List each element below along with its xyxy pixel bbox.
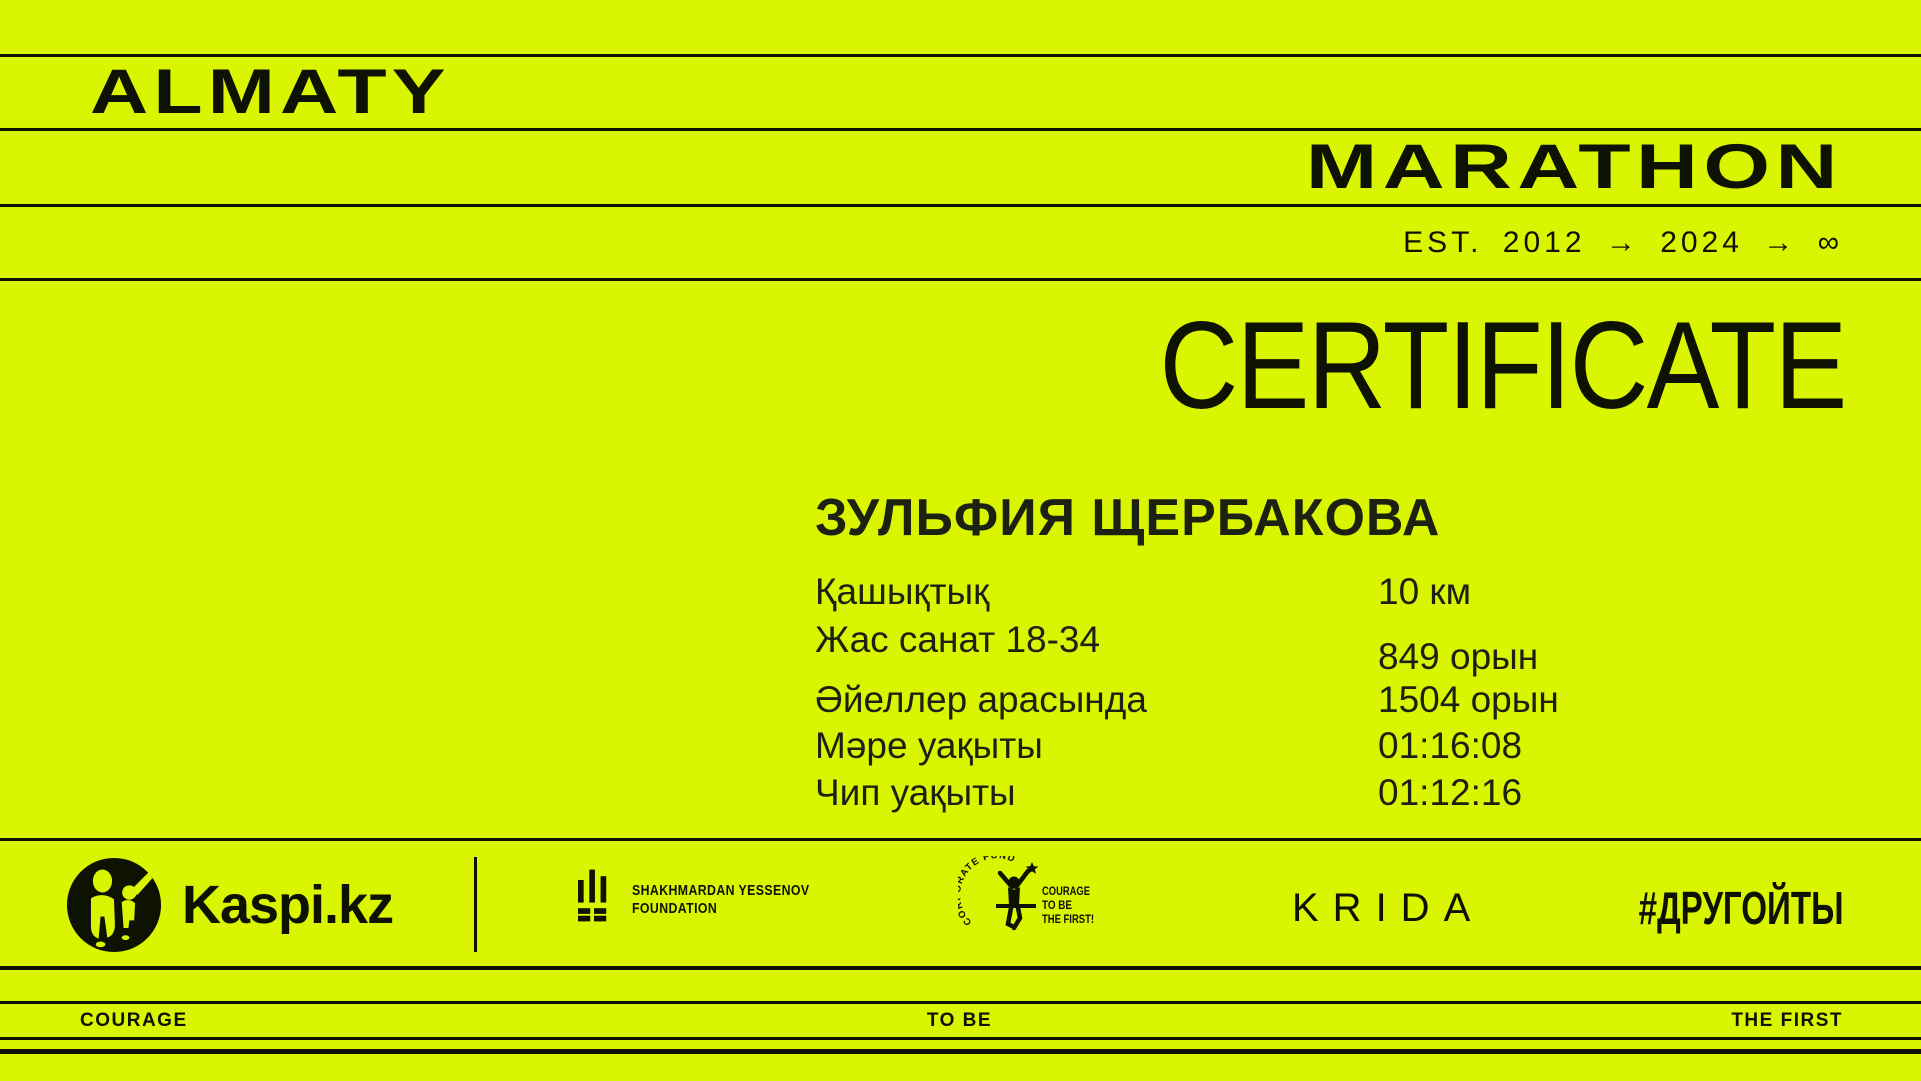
established-years-text: EST. 2012 → 2024 → ∞ (1403, 225, 1843, 259)
yessenov-foundation-line1: SHAKHMARDAN YESSENOV (632, 882, 810, 899)
yessenov-foundation-icon (578, 868, 610, 923)
courage-slogan-line3: THE FIRST! (1042, 914, 1094, 926)
bottom-slogan-strip (0, 1004, 1921, 1037)
courage-slogan-line2: TO BE (1042, 900, 1073, 912)
kaspi-logo (66, 857, 393, 953)
hashtag-drugoity-text: #ДРУГОЙТЫ (1638, 882, 1843, 934)
field-label-distance: Қашықтық (815, 571, 990, 612)
slogan-left: COURAGE (80, 1009, 188, 1031)
corporate-fund-logo (958, 856, 1098, 945)
yessenov-foundation-line2: FOUNDATION (632, 900, 718, 917)
courage-slogan-line1: COURAGE (1042, 886, 1091, 898)
event-title-marathon: MARATHON (1306, 132, 1843, 202)
field-value-chip-time: 01:12:16 (1378, 772, 1523, 813)
event-title-almaty: ALMATY (90, 57, 451, 127)
krida-logo-text: KRIDA (1292, 886, 1485, 930)
field-value-among-women-place: 1504 орын (1378, 679, 1559, 720)
corporate-fund-arc-text: C ATE F ND (958, 856, 1018, 928)
certificate-heading: CERTIFICATE (1159, 297, 1845, 435)
yessenov-foundation-text (632, 882, 809, 923)
horizontal-rule (0, 1049, 1921, 1054)
header-band-marathon (0, 131, 1921, 204)
field-label-age-category: Жас санат 18-34 (815, 619, 1101, 660)
horizontal-rule (0, 838, 1921, 841)
field-value-distance: 10 км (1378, 571, 1472, 612)
horizontal-rule (0, 966, 1921, 970)
footer-divider (474, 857, 477, 952)
field-label-among-women: Әйеллер арасында (815, 679, 1147, 720)
runner-finish-icon (958, 856, 1098, 940)
kaspi-logo-text: Kaspi.kz (182, 875, 394, 935)
recipient-name: ЗУЛЬФИЯ ЩЕРБАКОВА (815, 489, 1441, 547)
header-band-established (0, 207, 1921, 278)
horizontal-rule (0, 278, 1921, 281)
yessenov-foundation-logo (578, 868, 848, 923)
kaspi-logo-icon (66, 857, 162, 953)
slogan-center: TO BE (926, 1009, 993, 1031)
horizontal-rule (0, 1037, 1921, 1040)
slogan-right: THE FIRST (1731, 1009, 1843, 1031)
field-label-finish-time: Мәре уақыты (815, 725, 1043, 766)
header-band-almaty (0, 57, 1921, 128)
field-value-age-category-place: 849 орын (1378, 636, 1539, 677)
field-value-finish-time: 01:16:08 (1378, 725, 1523, 766)
field-label-chip-time: Чип уақыты (815, 772, 1016, 813)
